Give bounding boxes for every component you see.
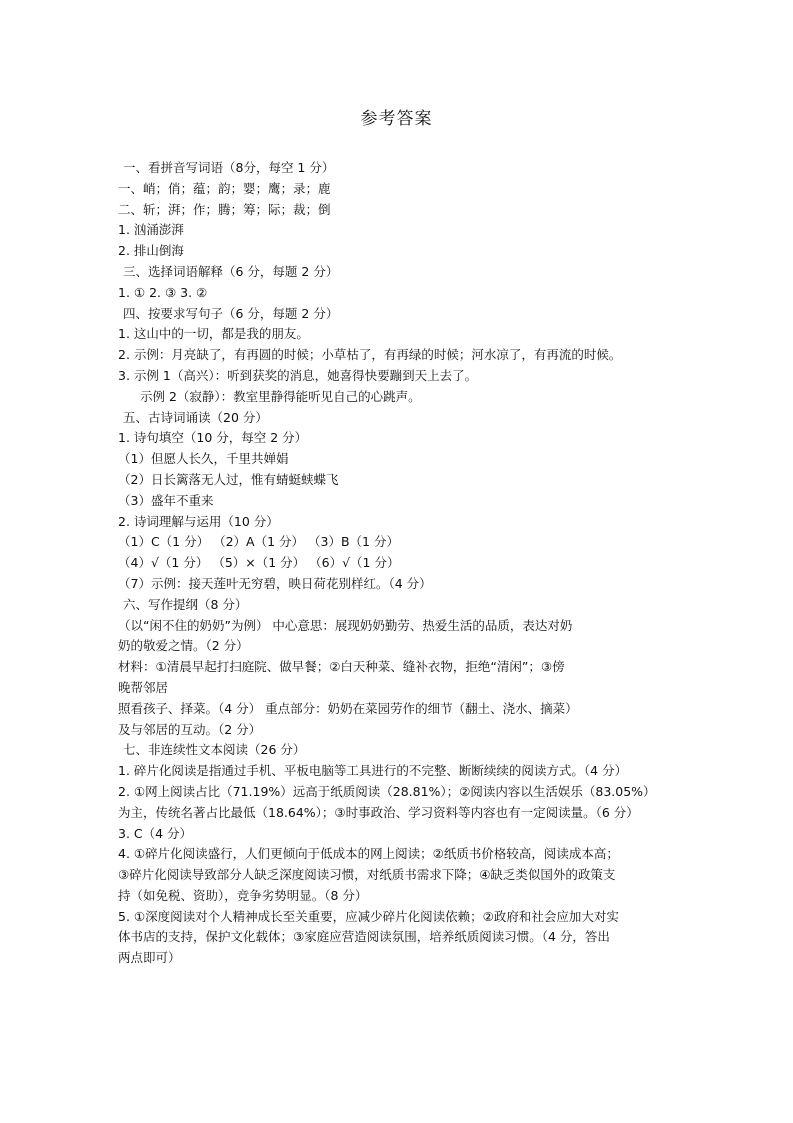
answer-line: 5. ①深度阅读对个人精神成长至关重要，应减少碎片化阅读依赖；②政府和社会应加大对实 bbox=[118, 908, 619, 924]
answer-line: 持（如免税、资助），竞争劣势明显。（8 分） bbox=[118, 887, 368, 903]
answer-line: 一、峭；俏；蕴；韵；婴；鹰；录；鹿 bbox=[118, 180, 331, 196]
answer-line: 体书店的支持，保护文化载体；③家庭应营造阅读氛围，培养纸质阅读习惯。（4 分，答出 bbox=[118, 929, 610, 945]
answer-line: （7）示例：接天莲叶无穷碧，映日荷花别样红。（4 分） bbox=[118, 575, 432, 591]
answer-line: 奶的敬爱之情。（2 分） bbox=[118, 638, 249, 654]
answer-line: 二、斩；湃；作；腾；筹；际；裁；倒 bbox=[118, 201, 331, 217]
answer-line: 4. ①碎片化阅读盛行，人们更倾向于低成本的网上阅读；②纸质书价格较高，阅读成本高； bbox=[118, 846, 619, 862]
page-title: 参考答案 bbox=[360, 109, 433, 129]
answer-line: 1. 汹涌澎湃 bbox=[118, 222, 184, 238]
answer-line: 2. 示例：月亮缺了，有再圆的时候；小草枯了，有再绿的时候；河水凉了，有再流的时候。 bbox=[118, 347, 622, 363]
answer-line: （3）盛年不重来 bbox=[118, 492, 214, 508]
answer-line: 2. 排山倒海 bbox=[118, 243, 184, 259]
answer-line: （以“闲不住的奶奶”为例） 中心意思：展现奶奶勤劳、热爱生活的品质，表达对奶 bbox=[118, 617, 573, 633]
answer-line: 1. 诗句填空（10 分，每空 2 分） bbox=[118, 430, 308, 446]
answer-line: 为主，传统名著占比最低（18.64%）；③时事政治、学习资料等内容也有一定阅读量。（6 分） bbox=[118, 804, 639, 820]
answer-line: 及与邻居的互动。（2 分） bbox=[118, 721, 262, 737]
answer-body bbox=[118, 158, 688, 969]
answer-line: （1）C（1 分） （2）A（1 分） （3）B（1 分） bbox=[118, 534, 399, 550]
answer-line: （1）但愿人长久，千里共婵娟 bbox=[118, 451, 289, 467]
answer-line: 两点即可） bbox=[118, 950, 181, 966]
answer-line: ③碎片化阅读导致部分人缺乏深度阅读习惯，对纸质书需求下降；④缺乏类似国外的政策支 bbox=[118, 867, 616, 883]
answer-line: （4）√（1 分） （5）×（1 分） （6）√（1 分） bbox=[118, 555, 400, 571]
answer-line: 1. 碎片化阅读是指通过手机、平板电脑等工具进行的不完整、断断续续的阅读方式。（4 分） bbox=[118, 763, 628, 779]
section-heading: 三、选择词语解释（6 分，每题 2 分） bbox=[123, 263, 339, 279]
answer-line: 3. 示例 1（高兴）：听到获奖的消息，她喜得快要蹦到天上去了。 bbox=[118, 367, 478, 383]
answer-line: 1. ① 2. ③ 3. ② bbox=[118, 284, 208, 300]
section-heading: 四、按要求写句子（6 分，每题 2 分） bbox=[123, 305, 339, 321]
section-heading: 一、看拼音写词语（8分，每空 1 分） bbox=[123, 160, 335, 175]
answer-line: 照看孩子、择菜。（4 分） 重点部分：奶奶在菜园劳作的细节（翻土、浇水、摘菜） bbox=[118, 700, 578, 716]
answer-line: 晚帮邻居 bbox=[118, 679, 169, 695]
section-heading: 六、写作提纲（8 分） bbox=[123, 596, 248, 612]
answer-line: 2. ①网上阅读占比（71.19%）远高于纸质阅读（28.81%）；②阅读内容以生活娱乐（83.05%） bbox=[118, 783, 656, 799]
section-heading: 五、古诗词诵读（20 分） bbox=[123, 409, 268, 425]
answer-line: （2）日长篱落无人过，惟有蜻蜓蛱蝶飞 bbox=[118, 471, 339, 487]
answer-line: 2. 诗词理解与运用（10 分） bbox=[118, 513, 279, 529]
section-heading: 七、非连续性文本阅读（26 分） bbox=[123, 742, 306, 758]
answer-line: 示例 2（寂静）：教室里静得能听见自己的心跳声。 bbox=[140, 388, 421, 404]
answer-line: 3. C（4 分） bbox=[118, 825, 193, 841]
answer-line: 材料：①清晨早起打扫庭院、做早餐；②白天种菜、缝补衣物，拒绝“清闲”；③傍 bbox=[118, 659, 565, 675]
answer-line: 1. 这山中的一切，都是我的朋友。 bbox=[118, 326, 309, 342]
